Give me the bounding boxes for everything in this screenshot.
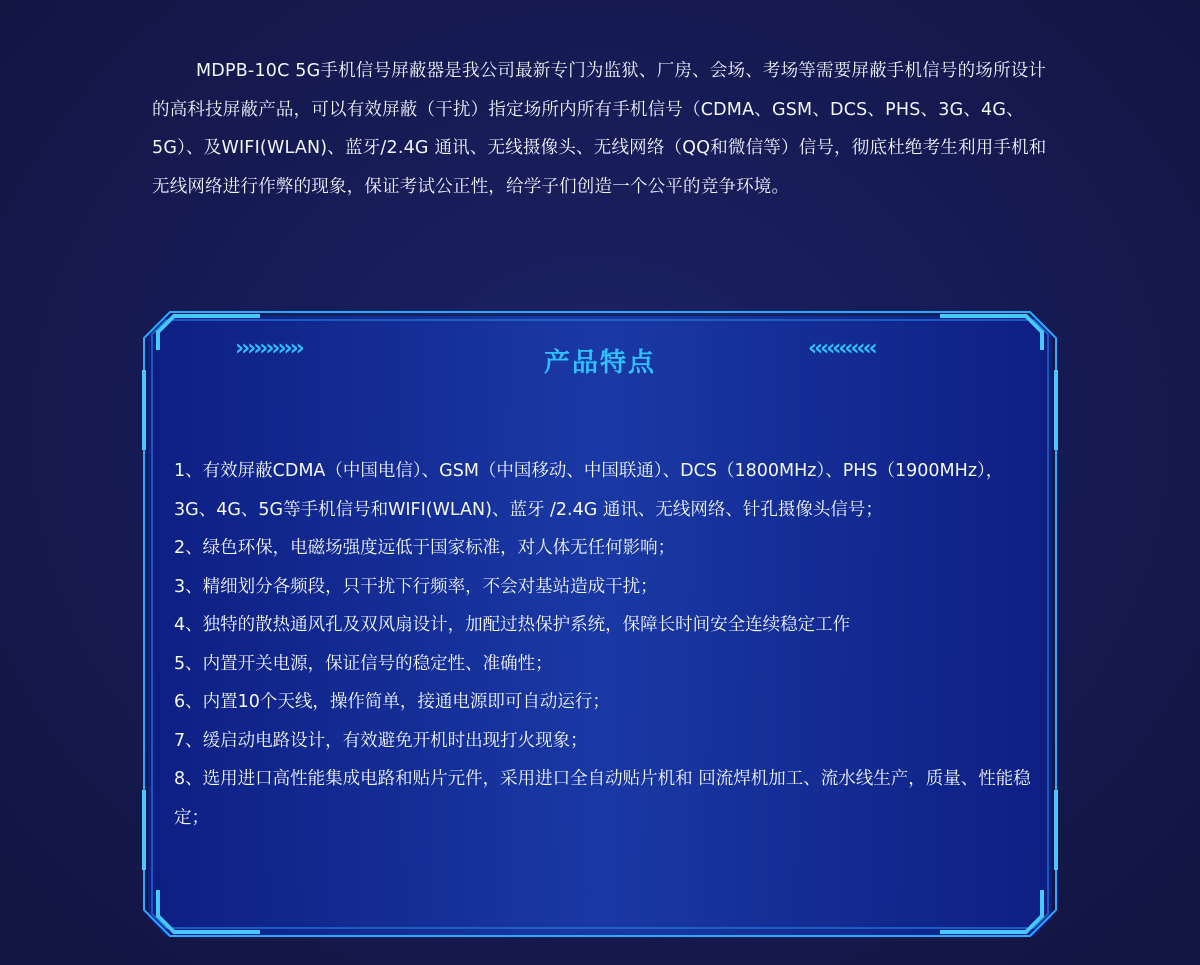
panel-title: 产品特点 xyxy=(543,348,656,378)
feature-item: 8、选用进口高性能集成电路和贴片元件，采用进口全自动贴片机和 回流焊机加工、流水线生产，质量、性能稳定； xyxy=(174,769,1031,828)
feature-item: 3、精细划分各频段，只干扰下行频率，不会对基站造成干扰； xyxy=(174,576,658,597)
feature-list xyxy=(174,452,1034,837)
feature-item: 4、独特的散热通风孔及双风扇设计，加配过热保护系统，保障长时间安全连续稳定工作 xyxy=(174,615,851,635)
features-panel xyxy=(140,310,1060,965)
feature-item: 2、绿色环保，电磁场强度远低于国家标准，对人体无任何影响； xyxy=(174,538,676,558)
intro-paragraph: MDPB-10C 5G手机信号屏蔽器是我公司最新专门为监狱、厂房、会场、考场等需要屏蔽手机信号的场所设计的高科技屏蔽产品，可以有效屏蔽（干扰）指定场所内所有手机信号（CDMA、GSM、DCS、PHS、3G、4G、5G）、及WIFI(WLAN)、蓝牙/2.4G 通讯、无线摄像头、无线网络（QQ和微信等）信号，彻底杜绝考生利用手机和无线网络进行作弊的现象，保证考试公正性，给学子们创造一个公平的竞争环境。 xyxy=(152,61,1047,197)
chevrons-right-decoration: ››››››››››› xyxy=(235,336,302,361)
feature-item: 1、有效屏蔽CDMA（中国电信）、GSM（中国移动、中国联通）、DCS（1800MHz）、PHS（1900MHz），3G、4G、5G等手机信号和WIFI(WLAN)、蓝牙 /2.4G 通讯、无线网络、针孔摄像头信号； xyxy=(174,461,1004,520)
feature-item: 5、内置开关电源，保证信号的稳定性、准确性； xyxy=(174,653,553,674)
feature-item: 7、缓启动电路设计，有效避免开机时出现打火现象； xyxy=(174,730,588,751)
feature-item: 6、内置10个天线，操作简单，接通电源即可自动运行； xyxy=(174,692,610,712)
chevrons-left-decoration: ‹‹‹‹‹‹‹‹‹‹‹ xyxy=(808,336,875,361)
